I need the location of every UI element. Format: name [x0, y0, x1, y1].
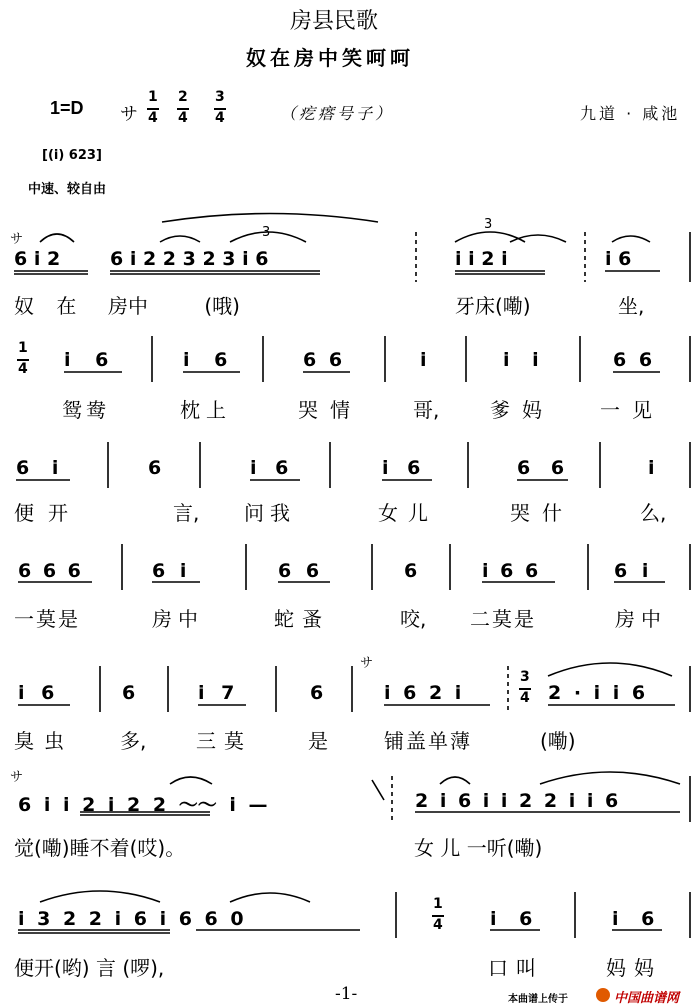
s2-time-num: 1 [18, 340, 28, 356]
tempo-marking: 中速、较自由 [28, 182, 107, 197]
s1-m4-notes: i 6 [605, 248, 632, 270]
s6-m1-notes: 6 i i 2 i 2 2 ～～ i — [18, 794, 268, 816]
intro-motif: [(i) 623] [42, 148, 102, 163]
s5-m1-lyrics: 臭虫 [14, 729, 74, 753]
s2-m4-notes: i [420, 349, 427, 371]
s2-m5-lyrics: 爹妈 [490, 398, 554, 422]
s2-m1-lyrics: 鸳鸯 [62, 398, 110, 422]
s5-m1-notes: i 6 [18, 682, 55, 704]
s1-m3-lyrics: 牙床(嘞) [455, 294, 531, 318]
time-sig-1-num: 1 [148, 89, 158, 105]
s5-m2-lyrics: 多, [120, 729, 147, 753]
time-sig-2-den: 4 [178, 110, 188, 126]
s5-m5-lyrics: 铺盖单薄 [384, 729, 472, 753]
svg-text:3: 3 [262, 225, 271, 240]
s2-m1-notes: i 6 [64, 349, 109, 371]
s4-m1-lyrics: 一莫是 [14, 607, 80, 631]
page-title: 房县民歌 [290, 9, 379, 34]
time-sig-3-num: 3 [215, 89, 225, 105]
s5-m6-lyrics: (嘞) [540, 729, 576, 753]
s1-m1-lyrics: 奴 在 [14, 294, 77, 318]
s4-m5-lyrics: 二莫是 [470, 607, 536, 631]
s5-m2-notes: 6 [122, 682, 136, 704]
s5-time-den: 4 [520, 690, 530, 706]
s3-m1-lyrics: 便开 [14, 501, 82, 525]
s5-m5-notes: i 6 2 i [384, 682, 462, 704]
s2-m6-notes: 6 6 [613, 349, 653, 371]
s3-m6-lyrics: 么, [640, 501, 667, 525]
s6-free-meter-mark: サ [10, 770, 24, 785]
s3-m5-notes: 6 6 [517, 457, 565, 479]
s7-m3-notes: i 6 [612, 908, 655, 930]
s1-m2-lyrics: 房中 (哦) [108, 294, 240, 318]
s4-m2-notes: 6 i [152, 560, 187, 582]
s6-m2-notes: 2 i 6 i i 2 2 i i 6 [415, 790, 619, 812]
s1-m4-lyrics: 坐, [618, 294, 645, 318]
s3-m3-lyrics: 问我 [244, 501, 296, 525]
s5-m3-notes: i 7 [198, 682, 235, 704]
s2-m2-notes: i 6 [183, 349, 228, 371]
s7-m1-lyrics: 便开(哟) 言 (啰), [14, 956, 165, 980]
s2-m3-notes: 6 6 [303, 349, 343, 371]
s2-m6-lyrics: 一见 [600, 398, 664, 422]
s5-m6-notes: 2 · i i 6 [548, 682, 646, 704]
s2-time-den: 4 [18, 361, 28, 377]
s7-m2-notes: i 6 [490, 908, 533, 930]
s7-time-num: 1 [433, 896, 443, 912]
s5-m4-notes: 6 [310, 682, 324, 704]
s3-m4-notes: i 6 [382, 457, 421, 479]
s3-m2-notes: 6 [148, 457, 162, 479]
s5-time-num: 3 [520, 669, 530, 685]
s3-m2-lyrics: 言, [173, 501, 200, 525]
time-sig-2-num: 2 [178, 89, 188, 105]
s5-free-meter-mark: サ [360, 656, 374, 671]
song-title: 奴在房中笑呵呵 [246, 46, 414, 70]
s6-m2-lyrics: 女 儿 一听(嘞) [414, 836, 543, 860]
style-note: （疙瘩号子） [280, 104, 395, 123]
s3-m5-lyrics: 哭什 [510, 501, 574, 525]
s4-m3-notes: 6 6 [278, 560, 320, 582]
s4-m1-notes: 6 6 6 [18, 560, 81, 582]
s1-m3-notes: i i 2 i [455, 248, 508, 270]
s7-m3-lyrics: 妈妈 [606, 956, 662, 980]
s2-m4-lyrics: 哥, [413, 398, 440, 422]
s3-m1-notes: 6 i [16, 457, 59, 479]
s3-m3-notes: i 6 [250, 457, 289, 479]
upload-note: 本曲谱上传于 [508, 994, 568, 1005]
s5-m4-lyrics: 是 [308, 729, 328, 753]
s2-m3-lyrics: 哭情 [298, 398, 362, 422]
s7-m2-lyrics: 口叫 [488, 956, 544, 980]
s4-m6-lyrics: 房中 [615, 607, 667, 631]
region-credit: 九道 · 咸池 [580, 104, 681, 123]
free-meter-symbol: サ [120, 104, 138, 124]
page-number: -1- [335, 984, 358, 1004]
s4-m4-lyrics: 咬, [400, 607, 427, 631]
s4-m5-notes: i 6 6 [482, 560, 539, 582]
s4-m2-lyrics: 房中 [152, 607, 204, 631]
s2-m5-notes: i i [503, 349, 539, 371]
s2-m2-lyrics: 枕上 [180, 398, 232, 422]
s7-m1-notes: i 3 2 2 i 6 i 6 6 0 [18, 908, 244, 930]
s1-m2-notes: 6 i 2 2 3 2 3 i 6 [110, 248, 269, 270]
s4-m3-lyrics: 蛇蚤 [274, 607, 330, 631]
s3-m6-notes: i [648, 457, 655, 479]
s6-m1-lyrics: 觉(嘞)睡不着(哎)。 [14, 836, 186, 860]
s4-m4-notes: 6 [404, 560, 418, 582]
s7-time-den: 4 [433, 917, 443, 933]
s1-m1-notes: 6 i 2 [14, 248, 61, 270]
time-sig-1-den: 4 [148, 110, 158, 126]
key-signature: 1=D [50, 98, 84, 118]
site-name[interactable]: 中国曲谱网 [614, 991, 680, 1006]
s4-m6-notes: 6 i [614, 560, 649, 582]
time-sig-3-den: 4 [215, 110, 225, 126]
svg-text:3: 3 [484, 217, 493, 232]
s3-m4-lyrics: 女儿 [378, 501, 438, 525]
free-meter-mark: サ [10, 232, 24, 247]
s5-m3-lyrics: 三莫 [196, 729, 252, 753]
